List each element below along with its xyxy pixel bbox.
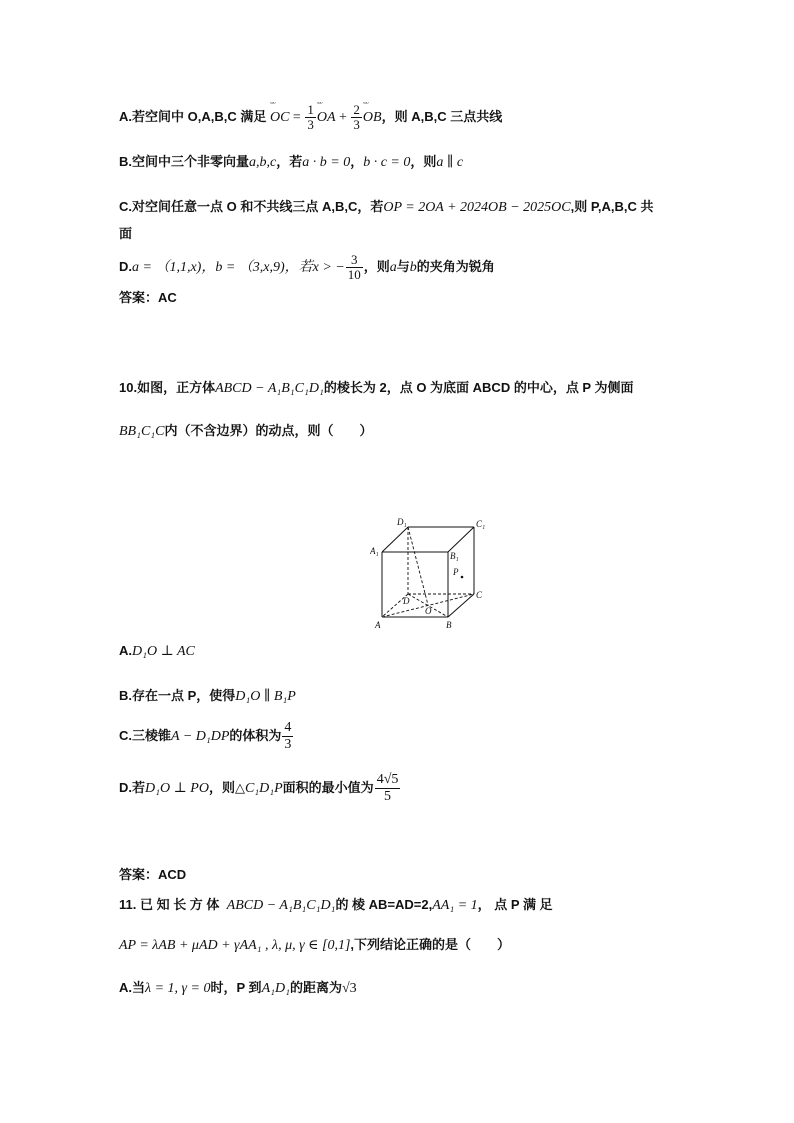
denominator: 3: [307, 117, 314, 132]
denominator: 10: [347, 267, 361, 282]
q10-option-b-text: B.存在一点 P，使得: [119, 688, 236, 703]
face-name: BB₁C₁C: [119, 424, 165, 439]
vector-equation-ap: AP = λAB + μAD + γAA₁ , λ, μ, γ ∈ [0,1]: [119, 938, 351, 953]
point-p-dot: [461, 576, 464, 579]
condition-a-dot-b: a · b = 0: [302, 155, 351, 170]
q10-stem-text: 10.如图，正方体: [119, 380, 216, 395]
q11-stem-line2-tail: ,下列结论正确的是（ ）: [350, 937, 511, 952]
denominator: 3: [353, 117, 360, 132]
denominator: 3: [284, 737, 292, 752]
vector-a-def: a = （1,1,x)，: [132, 259, 216, 275]
q9-option-c-continued: 面: [119, 226, 133, 241]
vector-oc: ᵕᵕᵕ OC: [270, 110, 289, 126]
fraction-one-third: [305, 103, 316, 132]
q9-option-a-text: A.若空间中 O,A,B,C 满足: [119, 108, 267, 124]
label-d: D: [403, 596, 410, 606]
q10-option-d-text: D.若: [119, 779, 146, 795]
conclusion-a-parallel-c: a ∥ c: [436, 155, 464, 170]
vector-equation-op: OP = 2OA + 2024OB − 2025OC: [383, 200, 571, 215]
box-name: ABCD − A₁B₁C₁D₁: [226, 898, 336, 913]
label-b1: B₁: [450, 551, 459, 561]
fraction-four-thirds: [282, 720, 293, 753]
label-a: A: [375, 620, 381, 630]
vector-a: a: [389, 259, 397, 275]
cube-name: ABCD − A₁B₁C₁D₁: [215, 381, 324, 396]
vectors-abc: a,b,c: [249, 155, 277, 170]
q10-stem: [119, 377, 633, 397]
label-a1: A₁: [370, 546, 379, 556]
vector-b-def: b = （3,x,9)，若: [215, 259, 313, 275]
q10-option-c-text: C.三棱锥: [119, 727, 172, 743]
q11-stem-line2: [119, 934, 510, 954]
q11-option-a-tail: 的距离为: [289, 980, 342, 995]
numerator: 4√5: [376, 772, 399, 787]
q10-option-c-mid: 的体积为: [229, 727, 282, 743]
q9-option-a-conclusion: ，则 A,B,C 三点共线: [381, 108, 503, 124]
option-letter: A.: [119, 643, 132, 658]
distance-value: √3: [341, 981, 357, 996]
q10-stem-text-mid: 的棱长为 2，点 O 为底面 ABCD 的中心，点 P 为侧面: [323, 380, 634, 395]
q10-answer: 答案：ACD: [119, 867, 187, 882]
q9-option-c-conclusion: ,则 P,A,B,C 共: [570, 199, 654, 214]
q9-option-c: [119, 196, 653, 216]
label-d1: D₁: [397, 517, 407, 527]
q10-option-b: [119, 685, 296, 705]
perpendicular-expr: D₁O ⊥ AC: [132, 644, 195, 659]
q10-option-d: [119, 772, 401, 805]
vector-b: b: [409, 259, 417, 275]
q9-answer: 答案：AC: [119, 290, 177, 305]
condition-b-dot-c: b · c = 0: [363, 155, 411, 170]
label-c1: C₁: [476, 519, 486, 529]
segment-a1d1: A₁D₁: [261, 981, 290, 996]
numerator: 3: [346, 253, 363, 268]
numerator: 4: [284, 720, 292, 735]
fraction-three-tenths: [346, 253, 363, 282]
q9-option-d: [119, 253, 495, 282]
fraction-min-area: [375, 772, 401, 805]
connector: ，若: [276, 154, 303, 169]
q11-stem-mid: 的 棱 AB=AD=2,: [335, 897, 433, 912]
q11-stem-tail: ， 点 P 满 足: [477, 897, 553, 912]
cube-figure: [370, 516, 490, 631]
label-b: B: [446, 620, 452, 630]
q10-stem-line2: [119, 420, 373, 440]
connector: ，: [350, 154, 364, 169]
q10-option-d-tail: 面积的最小值为: [282, 779, 374, 795]
connector: ，则: [410, 154, 437, 169]
label-o: O: [425, 606, 432, 616]
connector: 与: [396, 258, 410, 274]
q11-option-a-mid: 时，P 到: [210, 980, 262, 995]
edge-aa1: AA₁ = 1: [432, 898, 478, 913]
label-c: C: [476, 590, 483, 600]
equals-sign: =: [289, 109, 305, 125]
q9-option-b: [119, 151, 463, 171]
pyramid-expr: A − D₁DP: [171, 728, 230, 744]
vector-ob: ᵕᵕᵕ OB: [363, 110, 382, 126]
parallel-expr: D₁O ∥ B₁P: [235, 689, 296, 704]
plus-sign: +: [335, 109, 351, 125]
perpendicular-expr: D₁O ⊥ PO: [145, 780, 209, 796]
q9-option-b-text: B.空间中三个非零向量: [119, 154, 250, 169]
condition-x: x > −: [312, 259, 345, 275]
vector-oa: ᵕᵕᵕ OA: [317, 110, 336, 126]
q11-option-a: [119, 977, 357, 997]
q11-stem-text: 11. 已 知 长 方 体: [119, 897, 220, 912]
parameter-condition: λ = 1, γ = 0: [145, 981, 211, 996]
q11-option-a-text: A.当: [119, 980, 146, 995]
q9-option-d-conclusion: 的夹角为锐角: [416, 258, 495, 274]
q10-option-a: [119, 643, 195, 660]
numerator: 2: [353, 102, 360, 117]
q11-stem: [119, 894, 553, 914]
q9-option-a: [119, 103, 502, 132]
q9-option-c-text: C.对空间任意一点 O 和不共线三点 A,B,C，若: [119, 199, 384, 214]
connector: ，则: [363, 258, 390, 274]
q10-stem-tail: 内（不含边界）的动点，则（ ）: [164, 423, 373, 438]
fraction-two-thirds: [351, 103, 362, 132]
q10-option-d-mid: ，则△: [208, 779, 245, 795]
q10-option-c: [119, 720, 294, 753]
denominator: 5: [384, 789, 392, 804]
option-letter: D.: [119, 258, 132, 274]
numerator: 1: [307, 102, 314, 117]
label-p: P: [453, 567, 459, 577]
triangle-name: C₁D₁P: [244, 780, 283, 796]
